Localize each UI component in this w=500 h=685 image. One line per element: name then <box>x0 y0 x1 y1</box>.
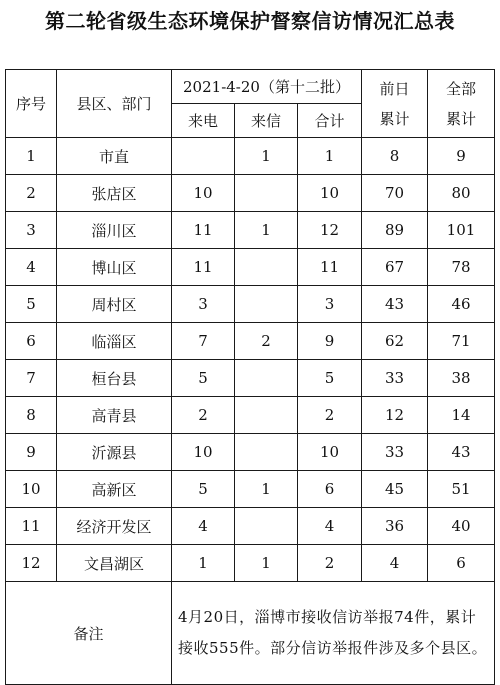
cell-prev-total: 43 <box>362 286 428 323</box>
cell-prev-total: 70 <box>362 175 428 212</box>
cell-phone <box>172 138 235 175</box>
cell-letter: 1 <box>235 138 298 175</box>
cell-index: 10 <box>6 471 57 508</box>
cell-all-total: 80 <box>428 175 495 212</box>
cell-district: 淄川区 <box>57 212 172 249</box>
cell-letter <box>235 360 298 397</box>
cell-district: 张店区 <box>57 175 172 212</box>
cell-phone: 11 <box>172 212 235 249</box>
cell-all-total: 51 <box>428 471 495 508</box>
cell-subtotal: 12 <box>298 212 362 249</box>
cell-index: 3 <box>6 212 57 249</box>
cell-all-total: 38 <box>428 360 495 397</box>
cell-subtotal: 10 <box>298 434 362 471</box>
cell-letter: 1 <box>235 545 298 582</box>
cell-index: 1 <box>6 138 57 175</box>
header-letter: 来信 <box>235 104 298 138</box>
cell-subtotal: 2 <box>298 397 362 434</box>
note-label: 备注 <box>6 582 172 685</box>
cell-letter: 2 <box>235 323 298 360</box>
cell-index: 12 <box>6 545 57 582</box>
cell-all-total: 46 <box>428 286 495 323</box>
cell-subtotal: 11 <box>298 249 362 286</box>
cell-letter: 1 <box>235 212 298 249</box>
cell-all-total: 71 <box>428 323 495 360</box>
cell-prev-total: 12 <box>362 397 428 434</box>
cell-letter <box>235 249 298 286</box>
cell-index: 6 <box>6 323 57 360</box>
cell-phone: 5 <box>172 360 235 397</box>
header-subtotal: 合计 <box>298 104 362 138</box>
cell-subtotal: 6 <box>298 471 362 508</box>
cell-index: 4 <box>6 249 57 286</box>
cell-all-total: 9 <box>428 138 495 175</box>
cell-index: 9 <box>6 434 57 471</box>
cell-prev-total: 89 <box>362 212 428 249</box>
cell-district: 高新区 <box>57 471 172 508</box>
cell-prev-total: 45 <box>362 471 428 508</box>
cell-subtotal: 1 <box>298 138 362 175</box>
cell-phone: 11 <box>172 249 235 286</box>
cell-prev-total: 67 <box>362 249 428 286</box>
header-prev-total-line1: 前日 <box>379 80 410 98</box>
table-row <box>6 323 495 360</box>
note-text: 4月20日，淄博市接收信访举报74件，累计接收555件。部分信访举报件涉及多个县区。 <box>172 582 495 685</box>
cell-phone: 7 <box>172 323 235 360</box>
cell-all-total: 101 <box>428 212 495 249</box>
table-row <box>6 360 495 397</box>
table-row <box>6 286 495 323</box>
header-prev-total-line2: 累计 <box>379 110 410 128</box>
cell-subtotal: 5 <box>298 360 362 397</box>
header-all-total <box>428 70 495 138</box>
cell-index: 11 <box>6 508 57 545</box>
table-row <box>6 212 495 249</box>
cell-index: 7 <box>6 360 57 397</box>
cell-phone: 4 <box>172 508 235 545</box>
cell-prev-total: 33 <box>362 434 428 471</box>
table-row <box>6 434 495 471</box>
table-row <box>6 175 495 212</box>
cell-phone: 10 <box>172 175 235 212</box>
summary-table <box>5 69 495 685</box>
cell-district: 沂源县 <box>57 434 172 471</box>
cell-phone: 3 <box>172 286 235 323</box>
cell-district: 临淄区 <box>57 323 172 360</box>
cell-subtotal: 3 <box>298 286 362 323</box>
cell-prev-total: 36 <box>362 508 428 545</box>
cell-district: 高青县 <box>57 397 172 434</box>
cell-index: 2 <box>6 175 57 212</box>
cell-district: 经济开发区 <box>57 508 172 545</box>
cell-all-total: 6 <box>428 545 495 582</box>
header-all-total-line1: 全部 <box>445 80 476 98</box>
cell-prev-total: 33 <box>362 360 428 397</box>
header-date-group: 2021-4-20（第十二批） <box>172 70 362 104</box>
cell-subtotal: 9 <box>298 323 362 360</box>
cell-subtotal: 2 <box>298 545 362 582</box>
cell-district: 桓台县 <box>57 360 172 397</box>
cell-district: 周村区 <box>57 286 172 323</box>
cell-index: 5 <box>6 286 57 323</box>
cell-letter <box>235 175 298 212</box>
cell-all-total: 43 <box>428 434 495 471</box>
cell-all-total: 14 <box>428 397 495 434</box>
table-row <box>6 249 495 286</box>
cell-phone: 2 <box>172 397 235 434</box>
note-row <box>6 582 495 685</box>
cell-all-total: 78 <box>428 249 495 286</box>
table-row <box>6 545 495 582</box>
cell-phone: 1 <box>172 545 235 582</box>
table-row <box>6 471 495 508</box>
table-row <box>6 508 495 545</box>
cell-all-total: 40 <box>428 508 495 545</box>
cell-phone: 10 <box>172 434 235 471</box>
cell-letter: 1 <box>235 471 298 508</box>
header-district: 县区、部门 <box>57 70 172 138</box>
cell-letter <box>235 286 298 323</box>
cell-prev-total: 4 <box>362 545 428 582</box>
cell-letter <box>235 434 298 471</box>
cell-letter <box>235 508 298 545</box>
cell-phone: 5 <box>172 471 235 508</box>
header-index: 序号 <box>6 70 57 138</box>
cell-district: 文昌湖区 <box>57 545 172 582</box>
header-phone: 来电 <box>172 104 235 138</box>
header-row-1 <box>6 70 495 104</box>
cell-district: 市直 <box>57 138 172 175</box>
cell-subtotal: 10 <box>298 175 362 212</box>
cell-prev-total: 8 <box>362 138 428 175</box>
header-all-total-line2: 累计 <box>445 110 476 128</box>
document-title: 第二轮省级生态环境保护督察信访情况汇总表 <box>45 9 455 33</box>
table-row <box>6 397 495 434</box>
cell-letter <box>235 397 298 434</box>
cell-index: 8 <box>6 397 57 434</box>
cell-subtotal: 4 <box>298 508 362 545</box>
table-row <box>6 138 495 175</box>
cell-district: 博山区 <box>57 249 172 286</box>
header-prev-total <box>362 70 428 138</box>
cell-prev-total: 62 <box>362 323 428 360</box>
